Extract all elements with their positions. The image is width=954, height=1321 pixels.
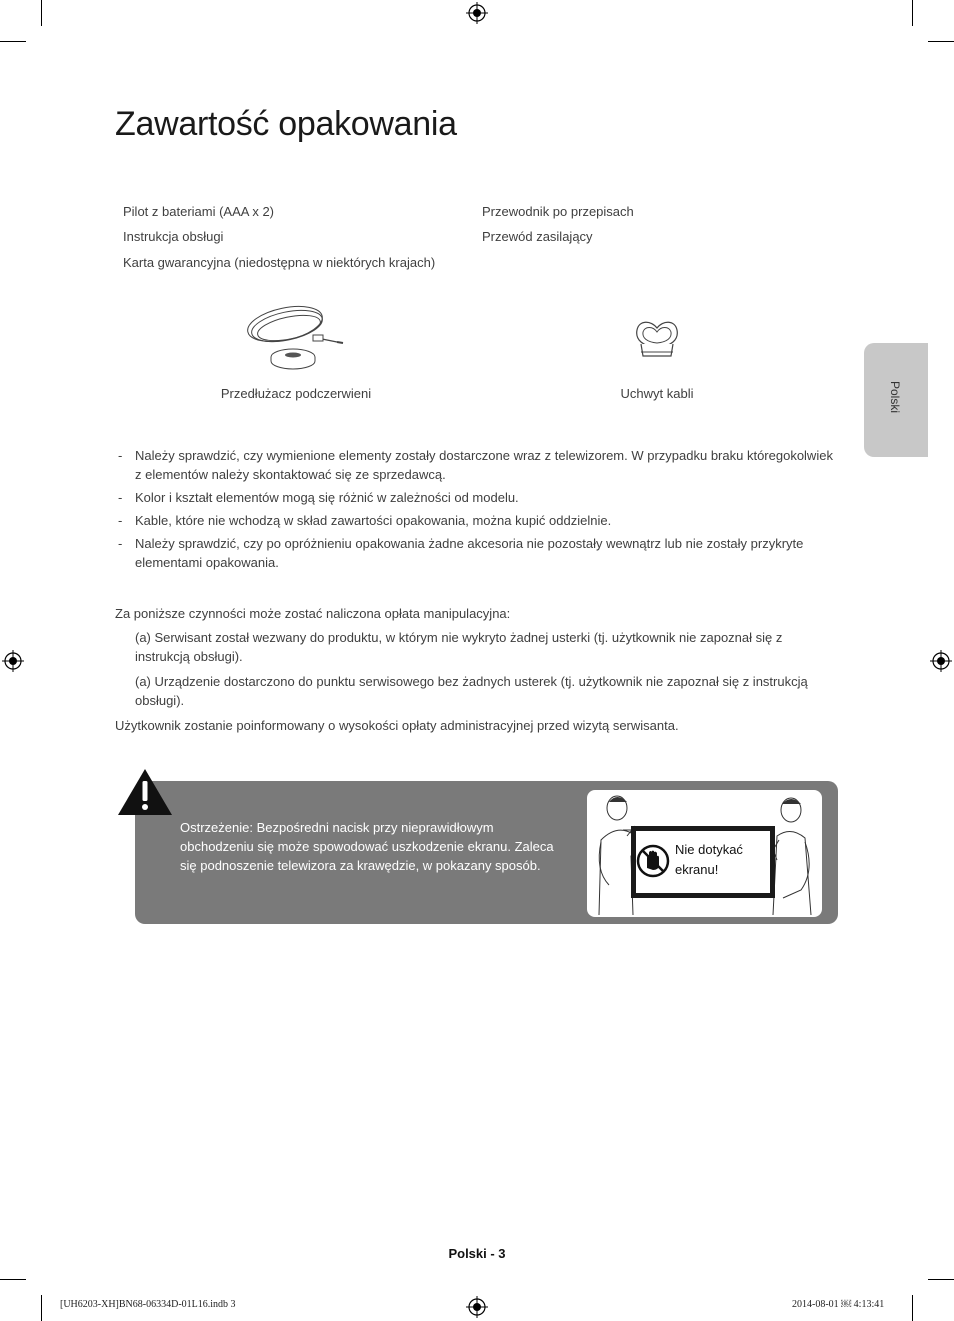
registration-mark-icon bbox=[930, 650, 952, 672]
crop-mark bbox=[41, 0, 42, 26]
notes-list bbox=[115, 446, 835, 576]
warning-text bbox=[180, 818, 570, 875]
contents-item: Przewód zasilający bbox=[482, 229, 593, 244]
crop-mark bbox=[0, 1279, 26, 1280]
cable-holder-icon bbox=[633, 318, 681, 362]
list-item: - Kolor i kształt elementów mogą się różnić w zależności od modelu. bbox=[118, 490, 519, 505]
warning-triangle-icon bbox=[116, 767, 174, 817]
no-touch-label: Nie dotykać ekranu! bbox=[675, 842, 743, 877]
fee-item: (a) Serwisant został wezwany do produktu, w którym nie wykryto żadnej usterki (tj. użytkownik nie zapoznał się z instrukcją obsługi). bbox=[135, 630, 783, 664]
crop-mark bbox=[0, 41, 26, 42]
note-text: Należy sprawdzić, czy wymienione elementy zostały dostarczone wraz z telewizorem. W przypadku braku któregokolwiek z elementów należy skontaktować się ze sprzedawcą. bbox=[135, 448, 833, 482]
warning-body: : Bezpośredni nacisk przy nieprawidłowym obchodzeniu się może spowodować uszkodzenie ekranu. Zaleca się podnoszenie telewizora za krawędzie, w pokazany sposób. bbox=[180, 820, 554, 873]
note-text: Kable, które nie wchodzą w skład zawartości opakowania, można kupić oddzielnie. bbox=[135, 513, 612, 528]
registration-mark-icon bbox=[466, 2, 488, 24]
crop-mark bbox=[41, 1295, 42, 1321]
registration-mark-icon bbox=[466, 1296, 488, 1318]
registration-mark-icon bbox=[2, 650, 24, 672]
no-touch-hand-icon bbox=[636, 844, 670, 878]
file-slug: [UH6203-XH]BN68-06334D-01L16.indb 3 bbox=[60, 1299, 236, 1310]
note-text: Należy sprawdzić, czy po opróżnieniu opakowania żadne akcesoria nie pozostały wewnątrz lub nie zostały przykryte elementami opakowania. bbox=[135, 536, 804, 570]
warning-label: Ostrzeżenie bbox=[180, 820, 250, 835]
page-number: Polski - 3 bbox=[448, 1246, 506, 1261]
accessory-caption: Przedłużacz podczerwieni bbox=[220, 386, 372, 401]
fee-item: (a) Urządzenie dostarczono do punktu serwisowego bez żadnych usterek (tj. użytkownik nie zapoznał się z instrukcją obsługi). bbox=[135, 674, 808, 708]
crop-mark bbox=[912, 0, 913, 26]
fee-outro: Użytkownik zostanie poinformowany o wysokości opłaty administracyjnej przed wizytą serwisanta. bbox=[115, 718, 679, 733]
crop-mark bbox=[928, 1279, 954, 1280]
crop-mark bbox=[912, 1295, 913, 1321]
side-tab-label: Polski bbox=[888, 381, 902, 414]
accessory-caption: Uchwyt kabli bbox=[620, 386, 694, 401]
ir-extender-cable-icon bbox=[245, 302, 345, 372]
list-item: - Kable, które nie wchodzą w skład zawartości opakowania, można kupić oddzielnie. bbox=[118, 513, 612, 528]
contents-item: Instrukcja obsługi bbox=[123, 229, 224, 244]
page-title: Zawartość opakowania bbox=[115, 105, 457, 143]
list-item: - Należy sprawdzić, czy po opróżnieniu opakowania żadne akcesoria nie pozostały wewnątrz lub nie zostały przykryte elementami opakowania. bbox=[118, 536, 804, 570]
fee-intro: Za poniższe czynności może zostać naliczona opłata manipulacyjna: bbox=[115, 606, 511, 621]
date-slug: 2014-08-01 ￼ 4:13:41 bbox=[792, 1299, 885, 1310]
language-side-tab bbox=[864, 343, 928, 457]
contents-item: Pilot z bateriami (AAA x 2) bbox=[123, 204, 274, 219]
tv-handling-illustration bbox=[587, 790, 822, 917]
note-text: Kolor i kształt elementów mogą się różnić w zależności od modelu. bbox=[135, 490, 519, 505]
list-item: - Należy sprawdzić, czy wymienione elementy zostały dostarczone wraz z telewizorem. W przypadku braku któregokolwiek z elementów należy skontaktować się ze sprzedawcą. bbox=[118, 448, 833, 482]
contents-item: Karta gwarancyjna (niedostępna w niektórych krajach) bbox=[123, 255, 436, 270]
contents-item: Przewodnik po przepisach bbox=[482, 204, 634, 219]
crop-mark bbox=[928, 41, 954, 42]
